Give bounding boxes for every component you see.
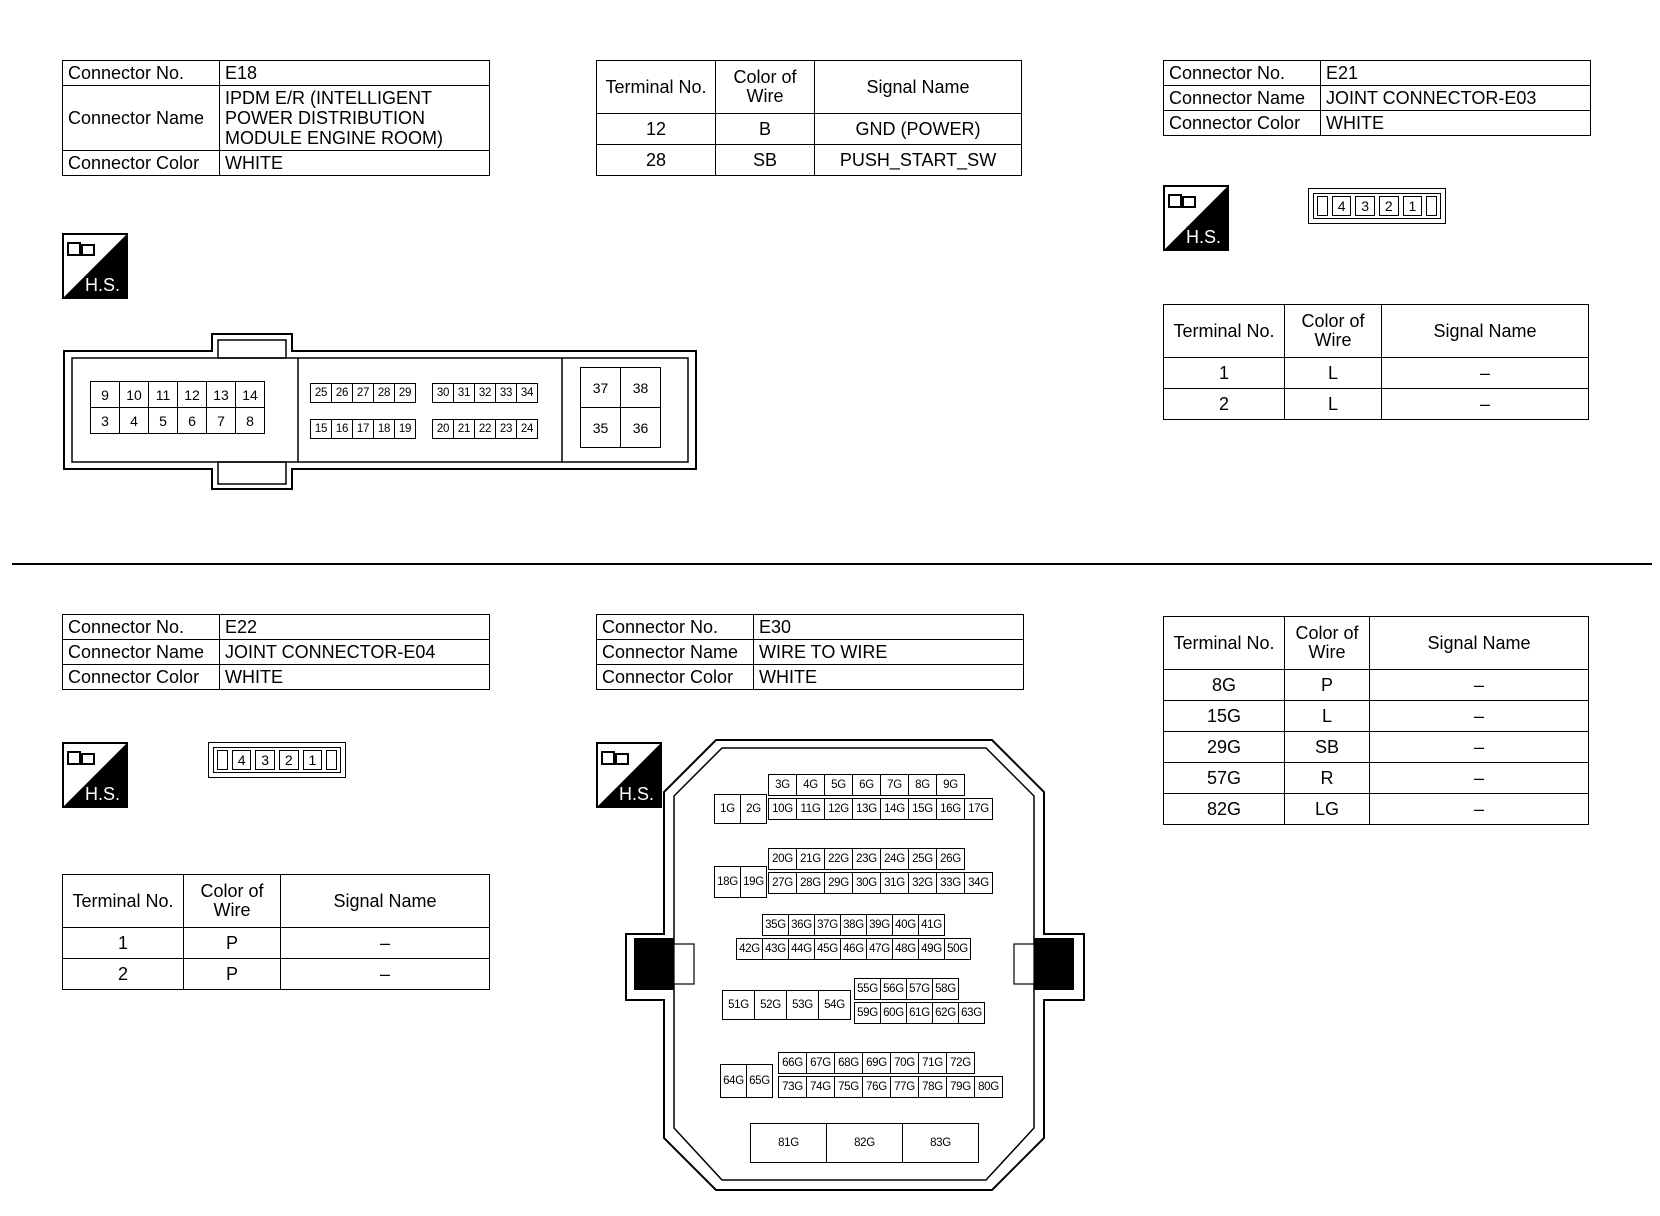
- pin: 61G: [906, 1002, 933, 1024]
- pin: 9: [90, 381, 120, 408]
- pin: 28G: [796, 872, 825, 894]
- pin: 19: [394, 419, 416, 439]
- pin: 12G: [824, 798, 853, 820]
- pin: 11: [148, 381, 178, 408]
- pin: 42G: [736, 938, 763, 960]
- pin: 33: [495, 383, 517, 403]
- info-key: Connector Color: [1164, 111, 1321, 136]
- pin: 1: [1403, 196, 1423, 216]
- info-value: E30: [754, 615, 1024, 640]
- pin: 39G: [866, 914, 893, 936]
- wire-color-cell: L: [1285, 358, 1382, 389]
- terminal-cell: 57G: [1164, 763, 1285, 794]
- pin: 50G: [944, 938, 971, 960]
- pin: 51G: [722, 990, 755, 1020]
- pin: 49G: [918, 938, 945, 960]
- pin: 36G: [788, 914, 815, 936]
- wire-color-cell: R: [1285, 763, 1370, 794]
- signal-cell: –: [1370, 701, 1589, 732]
- pin: 48G: [892, 938, 919, 960]
- pin: 22: [474, 419, 496, 439]
- pin: 26G: [936, 848, 965, 870]
- signal-cell: –: [1370, 794, 1589, 825]
- hs-label: H.S.: [618, 784, 654, 804]
- pin: 3: [90, 407, 120, 434]
- hs-label: H.S.: [1185, 227, 1221, 247]
- pin: 57G: [906, 978, 933, 1000]
- pin: 47G: [866, 938, 893, 960]
- pin: 70G: [890, 1052, 919, 1074]
- pin: 43G: [762, 938, 789, 960]
- pin: 65G: [746, 1064, 773, 1098]
- info-key: Connector Name: [63, 640, 220, 665]
- pin: 75G: [834, 1076, 863, 1098]
- e30-terminal-table: [1163, 616, 1589, 825]
- latch-icon: [217, 750, 228, 770]
- pin: 83G: [902, 1123, 979, 1163]
- pin: 52G: [754, 990, 787, 1020]
- info-key: Connector No.: [63, 615, 220, 640]
- pin: 5: [148, 407, 178, 434]
- terminal-cell: 29G: [1164, 732, 1285, 763]
- pin: 68G: [834, 1052, 863, 1074]
- pin: 27: [352, 383, 374, 403]
- pin: 17G: [964, 798, 993, 820]
- info-value-name: [220, 86, 490, 151]
- pin: 36: [620, 407, 661, 448]
- wire-color-cell: P: [184, 928, 281, 959]
- pin: 41G: [918, 914, 945, 936]
- pin: 12: [177, 381, 207, 408]
- harness-side-icon: [1163, 185, 1229, 251]
- pin: 45G: [814, 938, 841, 960]
- pin: 23: [495, 419, 517, 439]
- pin: 30G: [852, 872, 881, 894]
- pin: 5G: [824, 774, 853, 796]
- wire-color-cell: P: [1285, 670, 1370, 701]
- signal-cell: –: [1382, 389, 1589, 420]
- terminal-cell: 1: [63, 928, 184, 959]
- pin: 32G: [908, 872, 937, 894]
- pin: 38: [620, 367, 661, 408]
- pin: 17: [352, 419, 374, 439]
- pin: 63G: [958, 1002, 985, 1024]
- header-wire-color: Color of Wire: [716, 61, 815, 114]
- header-signal: Signal Name: [1382, 305, 1589, 358]
- pin: 18: [373, 419, 395, 439]
- terminal-cell: 12: [597, 114, 716, 145]
- pin: 53G: [786, 990, 819, 1020]
- pin: 55G: [854, 978, 881, 1000]
- terminal-cell: 8G: [1164, 670, 1285, 701]
- pin: 7: [206, 407, 236, 434]
- pin: 34: [516, 383, 538, 403]
- info-value: WHITE: [1321, 111, 1591, 136]
- pin: 22G: [824, 848, 853, 870]
- terminal-cell: 15G: [1164, 701, 1285, 732]
- hs-label: H.S.: [84, 784, 120, 804]
- pin: 80G: [974, 1076, 1003, 1098]
- pin: 2G: [740, 794, 767, 824]
- terminal-cell: 82G: [1164, 794, 1285, 825]
- pin: 81G: [750, 1123, 827, 1163]
- terminal-cell: 1: [1164, 358, 1285, 389]
- pin: 66G: [778, 1052, 807, 1074]
- pin: 23G: [852, 848, 881, 870]
- info-value: JOINT CONNECTOR-E04: [220, 640, 490, 665]
- pin: 2: [1379, 196, 1399, 216]
- pin: 8G: [908, 774, 937, 796]
- pin: 73G: [778, 1076, 807, 1098]
- signal-cell: –: [1370, 732, 1589, 763]
- pin: 3: [255, 750, 275, 770]
- wire-color-cell: SB: [1285, 732, 1370, 763]
- pin: 60G: [880, 1002, 907, 1024]
- pin: 7G: [880, 774, 909, 796]
- pin: 78G: [918, 1076, 947, 1098]
- e30-info-table: [596, 614, 1024, 690]
- pin: 37: [580, 367, 621, 408]
- pin: 64G: [720, 1064, 747, 1098]
- pin: 31G: [880, 872, 909, 894]
- pin: 24: [516, 419, 538, 439]
- terminal-cell: 28: [597, 145, 716, 176]
- e21-info-table: [1163, 60, 1591, 136]
- pin: 3: [1355, 196, 1375, 216]
- info-key: Connector Color: [63, 665, 220, 690]
- header-wire-color: Color of Wire: [1285, 305, 1382, 358]
- pin: 14: [235, 381, 265, 408]
- wire-color-cell: SB: [716, 145, 815, 176]
- pin: 28: [373, 383, 395, 403]
- info-key: Connector Color: [63, 151, 220, 176]
- pin: 77G: [890, 1076, 919, 1098]
- info-key: Connector Name: [1164, 86, 1321, 111]
- pin: 35G: [762, 914, 789, 936]
- pin: 3G: [768, 774, 797, 796]
- header-terminal: Terminal No.: [1164, 617, 1285, 670]
- info-value: WHITE: [220, 665, 490, 690]
- e18-info-table: [62, 60, 490, 176]
- pin: 13G: [852, 798, 881, 820]
- pin: 18G: [714, 866, 741, 898]
- info-key: Connector Color: [597, 665, 754, 690]
- terminal-cell: 2: [1164, 389, 1285, 420]
- pin: 32: [474, 383, 496, 403]
- e18-connector-face: [62, 333, 698, 491]
- pin: 2: [279, 750, 299, 770]
- header-terminal: Terminal No.: [1164, 305, 1285, 358]
- e18-terminal-table: [596, 60, 1022, 176]
- pin: 15: [310, 419, 332, 439]
- signal-cell: GND (POWER): [815, 114, 1022, 145]
- pin: 25: [310, 383, 332, 403]
- pin: 20G: [768, 848, 797, 870]
- e21-pin-row: [1313, 193, 1441, 219]
- header-terminal: Terminal No.: [597, 61, 716, 114]
- name-line: MODULE ENGINE ROOM): [225, 128, 444, 148]
- pin: 10: [119, 381, 149, 408]
- pin: 76G: [862, 1076, 891, 1098]
- signal-cell: –: [281, 928, 490, 959]
- pin: 34G: [964, 872, 993, 894]
- hs-label: H.S.: [84, 275, 120, 295]
- latch-icon: [1426, 196, 1437, 216]
- wire-color-cell: L: [1285, 389, 1382, 420]
- harness-side-icon: [62, 742, 128, 808]
- signal-cell: –: [281, 959, 490, 990]
- pin: 38G: [840, 914, 867, 936]
- pin: 1: [303, 750, 323, 770]
- header-wire-color: Color of Wire: [184, 875, 281, 928]
- pin: 11G: [796, 798, 825, 820]
- wire-color-cell: LG: [1285, 794, 1370, 825]
- pin: 69G: [862, 1052, 891, 1074]
- header-terminal: Terminal No.: [63, 875, 184, 928]
- pin: 58G: [932, 978, 959, 1000]
- pin: 8: [235, 407, 265, 434]
- pin: 6G: [852, 774, 881, 796]
- pin: 40G: [892, 914, 919, 936]
- pin: 71G: [918, 1052, 947, 1074]
- info-key: Connector No.: [63, 61, 220, 86]
- e22-pin-row: [213, 747, 341, 773]
- pin: 10G: [768, 798, 797, 820]
- pin: 19G: [740, 866, 767, 898]
- wire-color-cell: P: [184, 959, 281, 990]
- signal-cell: –: [1382, 358, 1589, 389]
- pin: 72G: [946, 1052, 975, 1074]
- e22-terminal-table: [62, 874, 490, 990]
- header-signal: Signal Name: [1370, 617, 1589, 670]
- pin: 29G: [824, 872, 853, 894]
- e22-connector-face: [208, 742, 346, 778]
- pin: 27G: [768, 872, 797, 894]
- pin: 67G: [806, 1052, 835, 1074]
- info-key: Connector No.: [597, 615, 754, 640]
- pin: 16: [331, 419, 353, 439]
- info-key: Connector Name: [597, 640, 754, 665]
- pin: 21G: [796, 848, 825, 870]
- e21-terminal-table: [1163, 304, 1589, 420]
- harness-side-icon: [62, 233, 128, 299]
- latch-icon: [326, 750, 337, 770]
- signal-cell: –: [1370, 763, 1589, 794]
- pin: 59G: [854, 1002, 881, 1024]
- pin: 79G: [946, 1076, 975, 1098]
- pin: 1G: [714, 794, 741, 824]
- pin: 54G: [818, 990, 851, 1020]
- pin: 15G: [908, 798, 937, 820]
- pin: 24G: [880, 848, 909, 870]
- pin: 4: [119, 407, 149, 434]
- pin: 46G: [840, 938, 867, 960]
- info-value: E22: [220, 615, 490, 640]
- terminal-cell: 2: [63, 959, 184, 990]
- info-value: E21: [1321, 61, 1591, 86]
- pin: 14G: [880, 798, 909, 820]
- pin: 37G: [814, 914, 841, 936]
- pin: 9G: [936, 774, 965, 796]
- info-key: Connector Name: [63, 86, 220, 151]
- info-value: E18: [220, 61, 490, 86]
- header-signal: Signal Name: [281, 875, 490, 928]
- pin: 56G: [880, 978, 907, 1000]
- pin: 20: [432, 419, 454, 439]
- e22-info-table: [62, 614, 490, 690]
- info-value: WHITE: [220, 151, 490, 176]
- pin: 62G: [932, 1002, 959, 1024]
- pin: 33G: [936, 872, 965, 894]
- wire-color-cell: B: [716, 114, 815, 145]
- pin: 82G: [826, 1123, 903, 1163]
- pin: 31: [453, 383, 475, 403]
- pin: 29: [394, 383, 416, 403]
- header-signal: Signal Name: [815, 61, 1022, 114]
- pin: 4: [232, 750, 252, 770]
- pin: 35: [580, 407, 621, 448]
- info-key: Connector No.: [1164, 61, 1321, 86]
- pin: 16G: [936, 798, 965, 820]
- wire-color-cell: L: [1285, 701, 1370, 732]
- header-wire-color: Color of Wire: [1285, 617, 1370, 670]
- info-value: WIRE TO WIRE: [754, 640, 1024, 665]
- pin: 25G: [908, 848, 937, 870]
- pin: 44G: [788, 938, 815, 960]
- name-line: IPDM E/R (INTELLIGENT: [225, 88, 433, 108]
- info-value: JOINT CONNECTOR-E03: [1321, 86, 1591, 111]
- signal-cell: PUSH_START_SW: [815, 145, 1022, 176]
- info-value: WHITE: [754, 665, 1024, 690]
- pin: 74G: [806, 1076, 835, 1098]
- pin: 4G: [796, 774, 825, 796]
- signal-cell: –: [1370, 670, 1589, 701]
- pin: 6: [177, 407, 207, 434]
- e21-connector-face: [1308, 188, 1446, 224]
- pin: 26: [331, 383, 353, 403]
- pin: 4: [1332, 196, 1352, 216]
- pin: 21: [453, 419, 475, 439]
- latch-icon: [1317, 196, 1328, 216]
- name-line: POWER DISTRIBUTION: [225, 108, 426, 128]
- section-divider: [12, 563, 1652, 565]
- pin: 13: [206, 381, 236, 408]
- e30-connector-face: [624, 738, 1090, 1192]
- pin: 30: [432, 383, 454, 403]
